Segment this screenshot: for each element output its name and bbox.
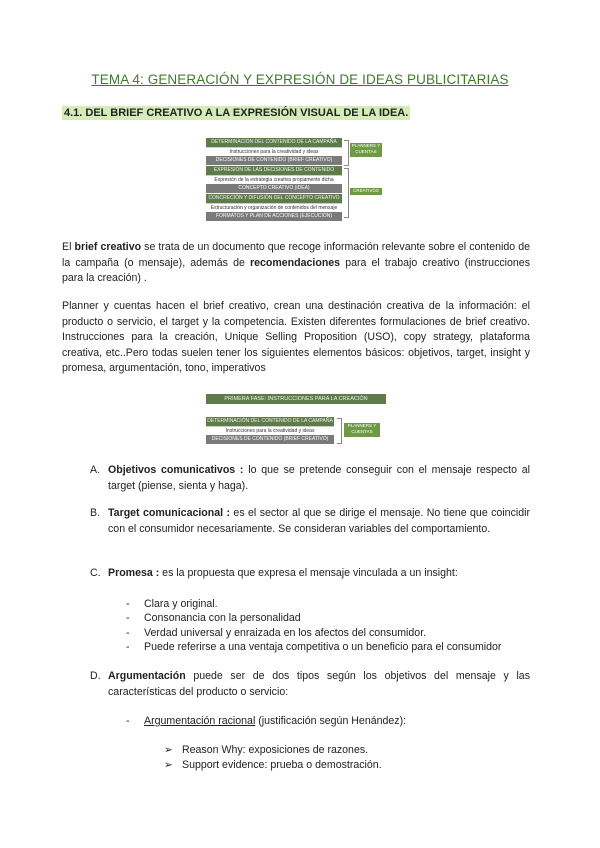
diagram-row: Instrucciones para la creatividad y ideas [206,147,342,157]
page-title: TEMA 4: GENERACIÓN Y EXPRESIÓN DE IDEAS PUBLICITARIAS [91,72,509,87]
diagram-row: Expresión de la estrategia creativa propiamente dicha [206,175,342,185]
diagram-row: DETERMINACIÓN DEL CONTENIDO DE LA CAMPAÑA [207,418,333,424]
diagram-row: Instrucciones para la creatividad y ideas [206,426,334,436]
diagram-row: EXPRESIÓN DE LAS DECISIONES DE CONTENIDO [206,166,342,175]
list-item-argumentacion: D. Argumentación puede ser de dos tipos según los objetivos del mensaje y las características del producto o servicio: [90,670,530,698]
list-item-target: B. Target comunicacional : es el sector al que se dirige el mensaje. No tiene que coincidir con el consumidor necesariamente. Se consideran variables del comportamiento. [90,507,530,535]
arrow-icon: ➢ [164,759,173,771]
diagram-side-label: CREATIVOS [350,188,382,195]
diagram-row: DECISIONES DE CONTENIDO (BRIEF CREATIVO) [206,156,342,165]
diagram-side-label: PLANNERS Y CUENTAS [350,143,382,157]
arrow-icon: ➢ [164,744,173,756]
diagram-header: PRIMERA FASE: INSTRUCCIONES PARA LA CREACIÓN [206,394,386,404]
diagram-row: CONCEPTO CREATIVO (IDEA) [206,184,342,193]
section-heading: 4.1. DEL BRIEF CREATIVO A LA EXPRESIÓN VISUAL DE LA IDEA. [64,107,409,119]
diagram-brace [344,140,349,166]
paragraph-brief: El brief creativo se trata de un documento que recoge información relevante sobre el contenido de la campaña (o mensaje), además de recomendaciones para el trabajo creativo (instrucciones para la creación) . [62,241,530,284]
list-item-promesa: C. Promesa : es la propuesta que expresa el mensaje vinculada a un insight: [90,567,458,579]
diagram-row: DETERMINACIÓN DEL CONTENIDO DE LA CAMPAÑA [206,138,342,147]
diagram-row: Estructuración y organización de contenidos del mensaje [206,203,342,213]
list-item-objetivos: A. Objetivos comunicativos : lo que se pretende conseguir con el mensaje respecto al target (piense, sienta y haga). [90,464,530,492]
diagram-first-phase [206,394,386,446]
diagram-brace [337,418,342,444]
diagram-process [206,138,386,220]
diagram-brace [344,168,349,218]
diagram-row: CONCRECIÓN Y DIFUSIÓN DEL CONCEPTO CREATIVO [206,194,342,203]
paragraph-planner: Planner y cuentas hacen el brief creativo, crean una destinación creativa de la información: el producto o servicio, el target y la competencia. Existen diferentes formulaciones de brief creativo. Instrucciones para la creación, Unique Selling Proposition (USO), copy strategy, plataforma creativa, etc..Pero todas suelen tener los siguientes elementos básicos: objetivos, target, insight y promesa, argumentación, tono, imperativos [62,300,530,374]
diagram-side-label: PLANNERS Y CUENTAS [344,423,380,437]
diagram-row: DECISIONES DE CONTENIDO (BRIEF CREATIVO) [206,435,334,444]
diagram-row: FORMATOS Y PLAN DE ACCIONES (EJECUCIÓN) [206,212,342,221]
